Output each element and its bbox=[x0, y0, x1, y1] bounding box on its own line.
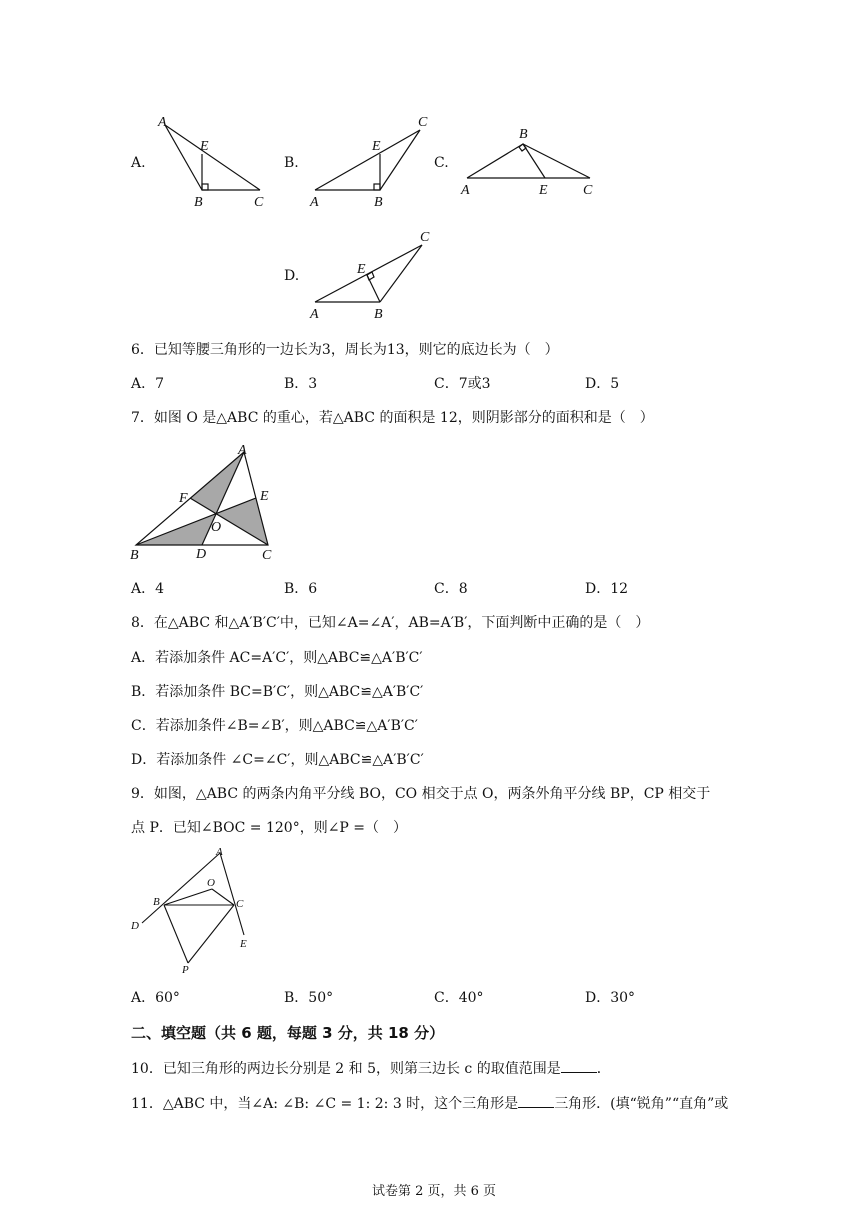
q5-figure-c bbox=[455, 122, 605, 202]
fig-a-label-a: A bbox=[158, 115, 167, 130]
section-fill-in-title: 二、填空题（共 6 题，每题 3 分，共 18 分） bbox=[131, 1024, 445, 1042]
q11-text bbox=[131, 1093, 728, 1113]
fig-b-label-a: A bbox=[310, 195, 319, 210]
q5-figure-d bbox=[300, 225, 440, 325]
page-footer: 试卷第 2 页，共 6 页 bbox=[371, 1184, 497, 1199]
q11-answer-blank[interactable] bbox=[518, 1093, 554, 1108]
q10-answer-blank[interactable] bbox=[561, 1058, 597, 1073]
q9-label-o: O bbox=[207, 877, 215, 889]
q10-text bbox=[131, 1058, 611, 1078]
fig-d-label-b: B bbox=[374, 307, 383, 322]
q7-option-a: A．4 bbox=[131, 581, 165, 597]
q10-text-before: 10．已知三角形的两边长分别是 2 和 5，则第三边长 c 的取值范围是 bbox=[131, 1061, 561, 1077]
q8-option-d: D．若添加条件 ∠C=∠C′，则△ABC≌△A′B′C′ bbox=[131, 752, 424, 768]
q7-option-c: C．8 bbox=[434, 581, 468, 597]
q8-option-a: A．若添加条件 AC=A′C′，则△ABC≌△A′B′C′ bbox=[131, 650, 423, 666]
q6-option-c: C．7或3 bbox=[434, 376, 491, 392]
q6-stem: 6．已知等腰三角形的一边长为3，周长为13，则它的底边长为（ ） bbox=[131, 342, 559, 358]
fig-d-label-e: E bbox=[357, 262, 366, 277]
q6-option-b: B．3 bbox=[284, 376, 318, 392]
q9-label-e: E bbox=[240, 938, 247, 950]
q9-option-a: A．60° bbox=[131, 990, 180, 1006]
q9-option-c: C．40° bbox=[434, 990, 484, 1006]
q7-label-e: E bbox=[260, 489, 269, 504]
fig-b-label-b: B bbox=[374, 195, 383, 210]
fig-b-label-c: C bbox=[418, 115, 428, 130]
q7-option-b: B．6 bbox=[284, 581, 318, 597]
q8-option-b: B．若添加条件 BC=B′C′，则△ABC≌△A′B′C′ bbox=[131, 684, 424, 700]
q6-option-d: D．5 bbox=[585, 376, 620, 392]
q5-option-b-label: B. bbox=[284, 155, 299, 171]
q9-label-d: D bbox=[131, 920, 139, 932]
q10-text-after: ． bbox=[596, 1061, 611, 1077]
q7-figure bbox=[128, 440, 288, 565]
q7-option-d: D．12 bbox=[585, 581, 629, 597]
fig-c-label-c: C bbox=[583, 183, 593, 198]
q9-option-d: D．30° bbox=[585, 990, 636, 1006]
q11-text-before: 11．△ABC 中，当∠A: ∠B: ∠C = 1: 2: 3 时，这个三角形是 bbox=[131, 1096, 519, 1112]
q6-option-a: A．7 bbox=[131, 376, 165, 392]
fig-c-label-b: B bbox=[519, 127, 528, 142]
q9-stem-line2: 点 P．已知∠BOC = 120°，则∠P =（ ） bbox=[131, 820, 408, 836]
q9-label-a: A bbox=[216, 846, 223, 858]
q7-label-f: F bbox=[179, 491, 188, 506]
fig-c-label-e: E bbox=[539, 183, 548, 198]
q9-label-p: P bbox=[182, 964, 189, 976]
fig-b-label-e: E bbox=[372, 139, 381, 154]
q11-text-after: 三角形．(填“锐角”“直角”或 bbox=[554, 1096, 729, 1112]
q8-stem: 8．在△ABC 和△A′B′C′中，已知∠A=∠A′，AB=A′B′，下面判断中正确的是（ ） bbox=[131, 615, 650, 631]
q7-label-c: C bbox=[262, 548, 272, 563]
q9-stem-line1: 9．如图，△ABC 的两条内角平分线 BO，CO 相交于点 O，两条外角平分线 BP，CP 相交于 bbox=[131, 786, 711, 802]
q9-option-b: B．50° bbox=[284, 990, 334, 1006]
fig-a-label-b: B bbox=[194, 195, 203, 210]
fig-a-label-e: E bbox=[200, 139, 209, 154]
q8-option-c: C．若添加条件∠B=∠B′，则△ABC≌△A′B′C′ bbox=[131, 718, 418, 734]
q9-figure bbox=[128, 845, 258, 980]
fig-d-label-c: C bbox=[420, 230, 430, 245]
q7-label-b: B bbox=[130, 548, 139, 563]
q5-option-d-label: D. bbox=[284, 268, 300, 284]
q5-option-a-label: A. bbox=[131, 155, 146, 171]
q5-option-c-label: C. bbox=[434, 155, 449, 171]
q7-label-o: O bbox=[211, 520, 222, 535]
q7-label-a: A bbox=[238, 443, 247, 458]
fig-c-label-a: A bbox=[461, 183, 470, 198]
q9-label-c: C bbox=[236, 898, 244, 910]
q9-label-b: B bbox=[153, 896, 160, 908]
q5-figure-a bbox=[150, 110, 280, 210]
q7-label-d: D bbox=[196, 547, 207, 562]
q5-figure-b bbox=[300, 110, 440, 210]
fig-d-label-a: A bbox=[310, 307, 319, 322]
q7-stem: 7．如图 O 是△ABC 的重心，若△ABC 的面积是 12，则阴影部分的面积和是（ ） bbox=[131, 410, 654, 426]
fig-a-label-c: C bbox=[254, 195, 264, 210]
